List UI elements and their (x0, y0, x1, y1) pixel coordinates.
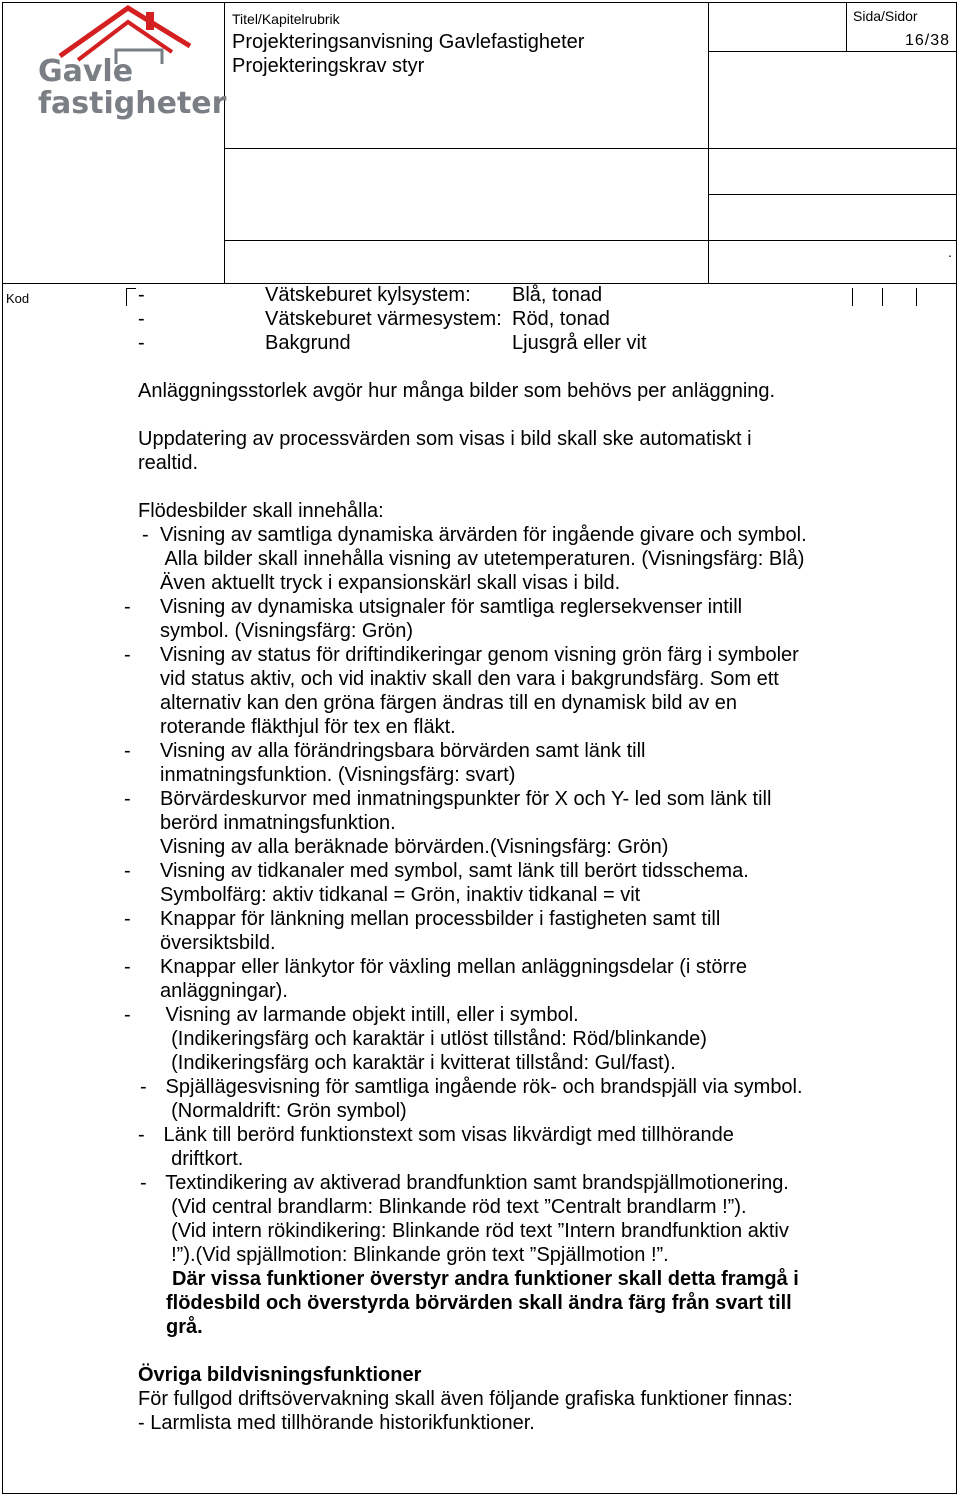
page-number: 16/38 (904, 32, 950, 49)
bold-note-line: grå. (166, 1316, 203, 1338)
logo-text-gavle: Gavle (38, 54, 134, 89)
list-text: Även aktuellt tryck i expansionskärl skall visas i bild. (160, 572, 621, 594)
system-name: Bakgrund (265, 332, 351, 354)
list-text: (Vid intern rökindikering: Blinkande röd text ”Intern brandfunktion aktiv (160, 1220, 789, 1242)
list-text: driftkort. (160, 1148, 244, 1170)
header-divider (224, 240, 957, 241)
kod-tick (916, 288, 917, 306)
list-text: Alla bilder skall innehålla visning av utetemperaturen. (Visningsfärg: Blå) (160, 548, 805, 570)
list-text: (Indikeringsfärg och karaktär i utlöst tillstånd: Röd/blinkande) (160, 1028, 707, 1050)
flow-list-item (138, 523, 858, 547)
flow-list-item (124, 595, 858, 619)
list-text: Visning av alla beräknade börvärden.(Visningsfärg: Grön) (160, 836, 669, 858)
system-color: Blå, tonad (512, 284, 603, 306)
header-divider (708, 3, 709, 283)
kod-tick (126, 288, 127, 306)
title-label: Titel/Kapitelrubrik (232, 11, 340, 27)
system-color: Ljusgrå eller vit (512, 332, 647, 354)
page-label: Sida/Sidor (853, 8, 918, 24)
kod-tick (882, 288, 883, 306)
list-text: Visning av status för driftindikeringar genom visning grön färg i symboler (160, 644, 799, 666)
list-text: alternativ kan den gröna färgen ändras till en dynamisk bild av en (160, 692, 738, 714)
list-text: symbol. (Visningsfärg: Grön) (160, 620, 414, 642)
list-dash: - (138, 332, 145, 354)
list-text: anläggningar). (160, 980, 288, 1002)
document-title: Projekteringsanvisning Gavlefastigheter (232, 31, 585, 53)
list-text: Visning av tidkanaler med symbol, samt länk till berört tidsschema. (160, 860, 749, 882)
bold-note-line: Där vissa funktioner överstyr andra funktioner skall detta framgå i (172, 1268, 799, 1290)
list-dash: - (138, 1124, 145, 1146)
list-text: (Indikeringsfärg och karaktär i kvitterat tillstånd: Gul/fast). (160, 1052, 676, 1074)
list-text: Visning av dynamiska utsignaler för samtliga reglersekvenser intill (160, 596, 743, 618)
flow-list-item (138, 1171, 858, 1195)
list-dash: - (124, 1004, 131, 1026)
flow-list-item (124, 643, 858, 667)
list-text: !”).(Vid spjällmotion: Blinkande grön text ”Spjällmotion !”. (160, 1244, 669, 1266)
header-divider (846, 3, 847, 51)
other-text-line: För fullgod driftsövervakning skall även följande grafiska funktioner finnas: (138, 1388, 793, 1410)
list-text: Länk till berörd funktionstext som visas likvärdigt med tillhörande (158, 1124, 734, 1146)
list-text: berörd inmatningsfunktion. (160, 812, 396, 834)
logo-text-fastigheter: fastigheter (38, 86, 227, 121)
system-color: Röd, tonad (512, 308, 610, 330)
list-dash: - (138, 284, 145, 306)
list-dash: - (124, 788, 131, 810)
other-text-line: - Larmlista med tillhörande historikfunktioner. (138, 1412, 535, 1434)
list-text: (Vid central brandlarm: Blinkande röd text ”Centralt brandlarm !”). (160, 1196, 747, 1218)
company-logo (30, 4, 227, 129)
list-text: Spjällägesvisning för samtliga ingående rök- och brandspjäll via symbol. (160, 1076, 803, 1098)
list-text: Visning av alla förändringsbara börvärden samt länk till (160, 740, 646, 762)
flow-list-item (124, 955, 858, 979)
list-text: inmatningsfunktion. (Visningsfärg: svart) (160, 764, 516, 786)
flow-list-item (124, 1003, 858, 1027)
flow-list-item (138, 1075, 858, 1099)
list-dash: - (124, 740, 131, 762)
list-dash: - (124, 596, 131, 618)
list-text: (Normaldrift: Grön symbol) (160, 1100, 407, 1122)
list-text: Knappar eller länkytor för växling mellan anläggningsdelar (i större (160, 956, 747, 978)
list-dash: - (124, 908, 131, 930)
paragraph-update-line: Uppdatering av processvärden som visas i bild skall ske automatiskt i (138, 428, 752, 450)
list-dash: - (142, 524, 149, 546)
color-list-item (138, 331, 858, 355)
kod-tick (126, 288, 136, 289)
flow-list-item (138, 1123, 858, 1147)
list-dash: - (140, 1076, 147, 1098)
list-text: roterande fläkthjul för tex en fläkt. (160, 716, 456, 738)
header-divider (224, 3, 225, 283)
flow-list-item (124, 787, 858, 811)
flow-heading: Flödesbilder skall innehålla: (138, 500, 384, 522)
document-subtitle: Projekteringskrav styr (232, 55, 425, 77)
list-text: översiktsbild. (160, 932, 276, 954)
flow-list-item (124, 739, 858, 763)
color-list-item (138, 283, 858, 307)
system-name: Vätskeburet värmesystem: (265, 308, 502, 330)
color-list-item (138, 307, 858, 331)
paragraph-size: Anläggningsstorlek avgör hur många bilder som behövs per anläggning. (138, 380, 776, 402)
list-text: Börvärdeskurvor med inmatningspunkter för X och Y- led som länk till (160, 788, 772, 810)
flow-list-item (124, 859, 858, 883)
header-divider (708, 194, 957, 195)
list-text: Knappar för länkning mellan processbilder i fastigheten samt till (160, 908, 721, 930)
list-text: Visning av samtliga dynamiska ärvärden för ingående givare och symbol. (160, 524, 807, 546)
dot-mark: . (948, 244, 952, 260)
paragraph-update-line: realtid. (138, 452, 199, 474)
kod-label: Kod (6, 291, 30, 306)
list-dash: - (124, 956, 131, 978)
list-text: Visning av larmande objekt intill, eller i symbol. (160, 1004, 579, 1026)
list-text: vid status aktiv, och vid inaktiv skall den vara i bakgrundsfärg. Som ett (160, 668, 779, 690)
system-name: Vätskeburet kylsystem: (265, 284, 471, 306)
header-divider (224, 148, 957, 149)
document-body (124, 283, 858, 1435)
section-heading: Övriga bildvisningsfunktioner (138, 1364, 422, 1386)
list-dash: - (138, 308, 145, 330)
list-dash: - (124, 644, 131, 666)
header-divider (708, 51, 957, 52)
list-dash: - (124, 860, 131, 882)
list-dash: - (140, 1172, 147, 1194)
flow-list-item (124, 907, 858, 931)
list-text: Textindikering av aktiverad brandfunktion samt brandspjällmotionering. (160, 1172, 789, 1194)
list-text: Symbolfärg: aktiv tidkanal = Grön, inaktiv tidkanal = vit (160, 884, 641, 906)
bold-note-line: flödesbild och överstyrda börvärden skall ändra färg från svart till (166, 1292, 792, 1314)
